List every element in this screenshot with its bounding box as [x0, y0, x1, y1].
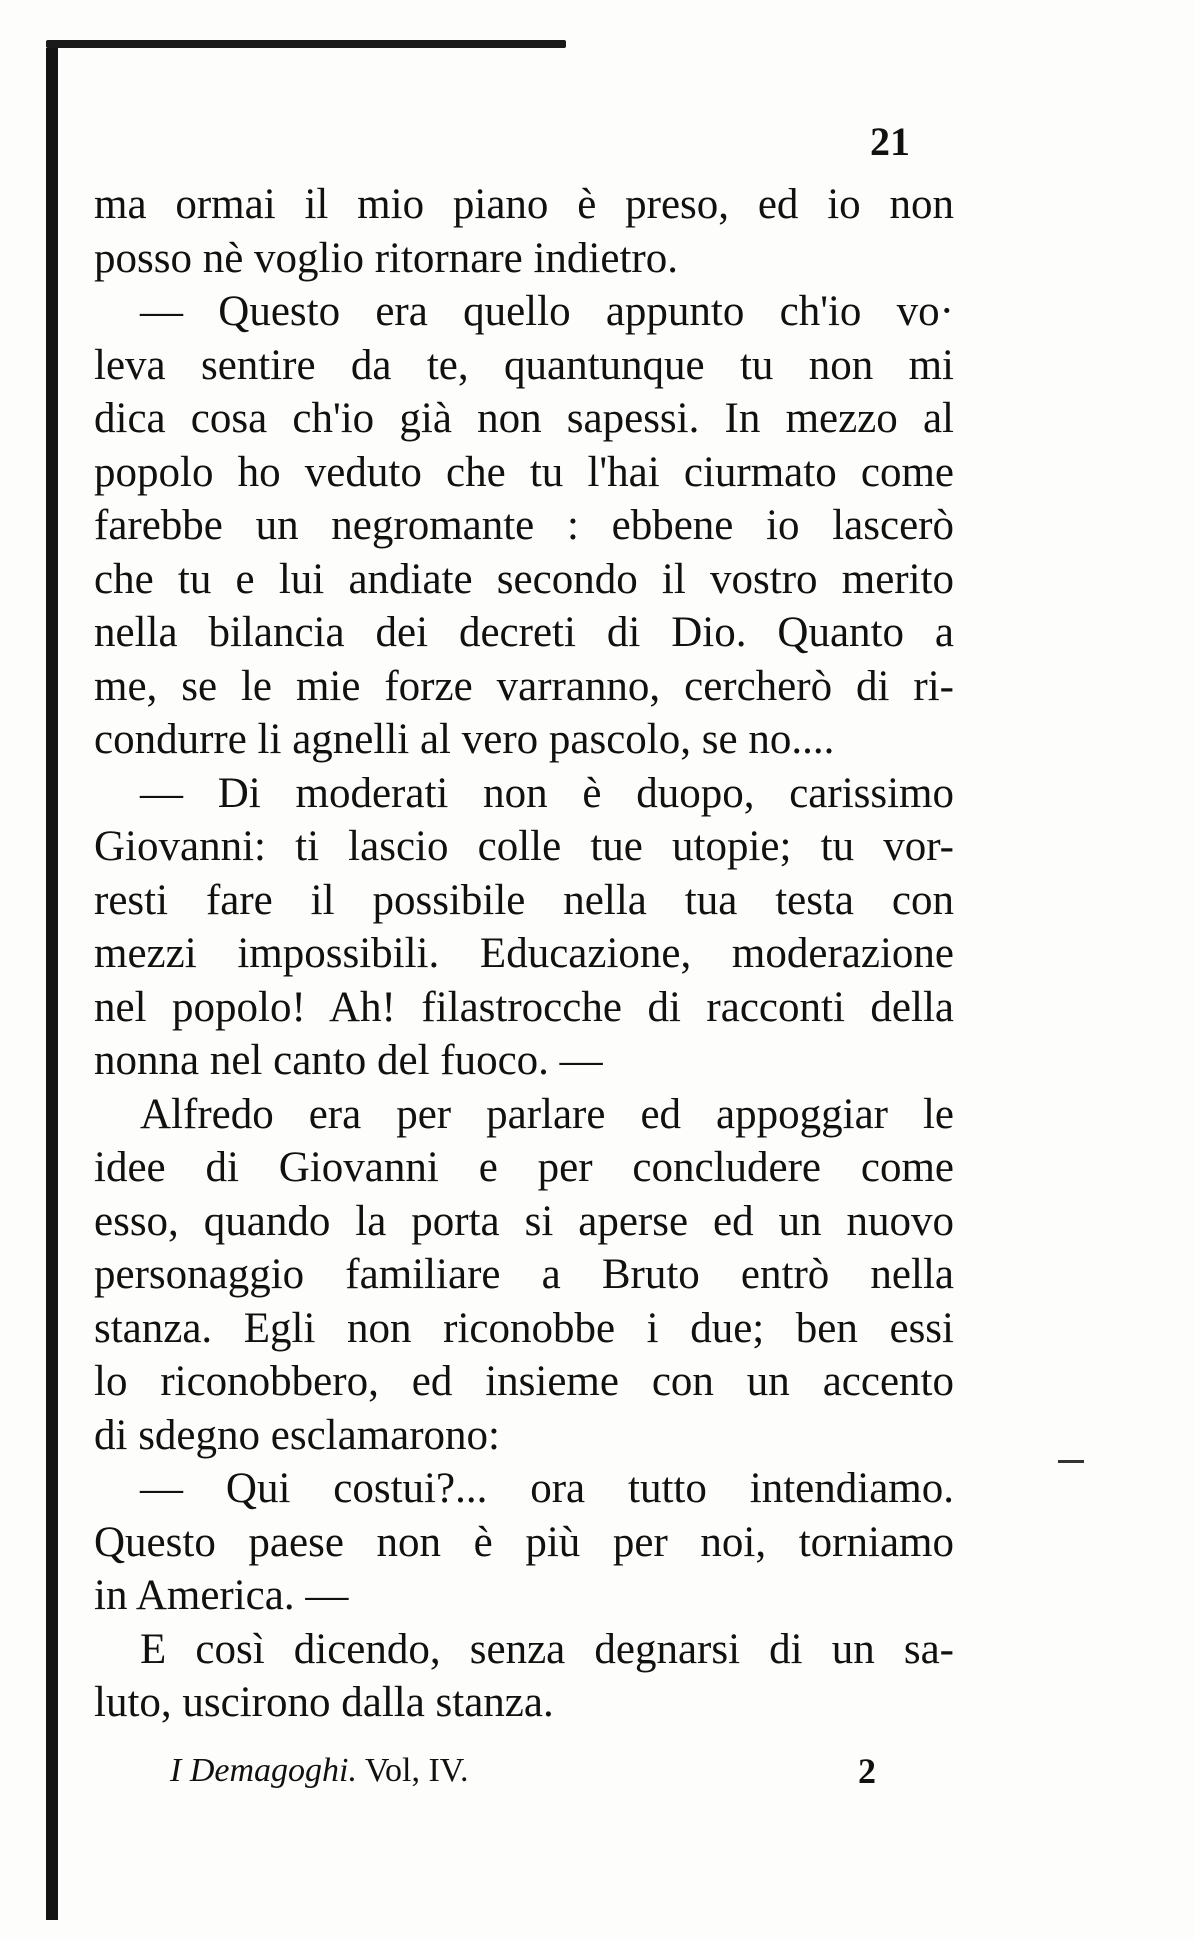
text-line: — Qui costui?... ora tutto intendiamo.: [140, 1465, 954, 1512]
signature-title: I Demagoghi.: [170, 1752, 357, 1789]
body-text: [94, 178, 954, 1730]
text-line: stanza. Egli non riconobbe i due; ben essi: [94, 1304, 954, 1352]
text-line: Questo paese non è più per noi, torniamo: [94, 1518, 954, 1566]
top-rule: [46, 40, 566, 48]
text-line: in America. —: [94, 1572, 349, 1619]
text-line: Alfredo era per parlare ed appoggiar le: [140, 1090, 954, 1138]
text-line: di sdegno esclamarono:: [94, 1411, 501, 1459]
text-line: resti fare il possibile nella tua testa con: [94, 876, 954, 924]
text-line: farebbe un negromante : ebbene io lascerò: [94, 502, 954, 549]
text-line: leva sentire da te, quantunque tu non mi: [94, 341, 954, 389]
text-line: nonna nel canto del fuoco. —: [94, 1037, 603, 1084]
text-line: luto, uscirono dalla stanza.: [94, 1679, 554, 1726]
margin-mark: [1058, 1460, 1084, 1463]
text-line: personaggio familiare a Bruto entrò nella: [94, 1251, 954, 1298]
text-line: esso, quando la porta si aperse ed un nuovo: [94, 1197, 954, 1245]
text-line: nel popolo! Ah! filastrocche di racconti della: [94, 983, 954, 1031]
text-line: — Questo era quello appunto ch'io vo·: [140, 288, 954, 335]
text-line: me, se le mie forze varranno, cercherò di ri-: [94, 662, 954, 710]
signature-volume: Vol, IV.: [364, 1752, 469, 1789]
text-line: che tu e lui andiate secondo il vostro merito: [94, 555, 954, 603]
spine-shadow: [46, 48, 58, 1920]
text-line: nella bilancia dei decreti di Dio. Quanto a: [94, 609, 954, 656]
printer-signature: [170, 1752, 468, 1790]
text-line: Giovanni: ti lascio colle tue utopie; tu vor-: [94, 823, 954, 870]
text-line: ma ormai il mio piano è preso, ed io non: [94, 181, 954, 228]
text-line: dica cosa ch'io già non sapessi. In mezzo al: [94, 395, 954, 442]
signature-mark: 2: [858, 1751, 876, 1791]
text-line: lo riconobbero, ed insieme con un accento: [94, 1358, 954, 1405]
text-line: mezzi impossibili. Educazione, moderazione: [94, 930, 954, 977]
text-line: — Di moderati non è duopo, carissimo: [140, 769, 954, 817]
text-line: popolo ho veduto che tu l'hai ciurmato come: [94, 448, 954, 496]
text-line: E così dicendo, senza degnarsi di un sa-: [140, 1625, 954, 1673]
page-number: 21: [870, 119, 910, 164]
text-line: posso nè voglio ritornare indietro.: [94, 234, 678, 282]
text-line: condurre li agnelli al vero pascolo, se no....: [94, 716, 835, 763]
text-line: idee di Giovanni e per concludere come: [94, 1144, 954, 1191]
